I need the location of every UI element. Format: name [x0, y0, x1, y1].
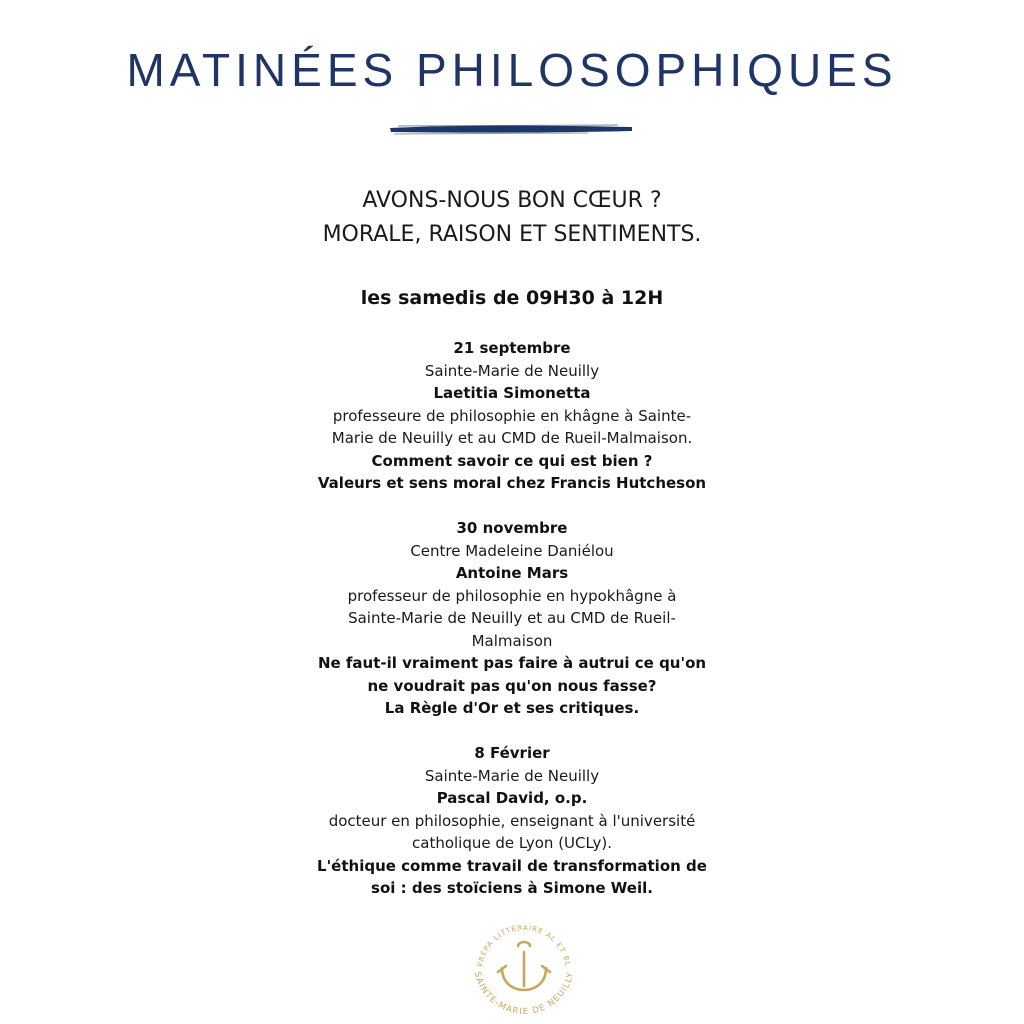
session-place: Sainte-Marie de Neuilly: [424, 766, 600, 785]
anchor-icon: [498, 942, 550, 990]
session-role: Marie de Neuilly et au CMD de Rueil-Malmaison.: [331, 429, 693, 447]
theme-heading: [0, 184, 1024, 252]
session-speaker: Pascal David, o.p.: [436, 789, 588, 807]
session-speaker: Antoine Mars: [455, 564, 569, 582]
session-role: professeure de philosophie en khâgne à Sainte-: [332, 406, 692, 425]
logo-top-text: PRÉPA LITTÉRAIRE AL ET BL: [476, 923, 572, 968]
page-title: MATINÉES PHILOSOPHIQUES: [126, 44, 898, 96]
session-item: [312, 337, 712, 495]
session-topic: L'éthique comme travail de transformation de: [317, 856, 707, 875]
session-topic: Comment savoir ce qui est bien ?: [371, 451, 653, 470]
session-topic: Ne faut-il vraiment pas faire à autrui ce qu'on: [317, 654, 707, 672]
session-topic: Valeurs et sens moral chez Francis Hutcheson: [317, 474, 707, 492]
theme-line-1: AVONS-NOUS BON CŒUR ?: [362, 188, 662, 213]
session-item: [312, 742, 712, 900]
session-topic: La Règle d'Or et ses critiques.: [384, 699, 640, 717]
session-role: Sainte-Marie de Neuilly et au CMD de Rueil-: [348, 609, 676, 627]
session-speaker: Laetitia Simonetta: [433, 384, 591, 402]
session-place: Sainte-Marie de Neuilly: [424, 361, 600, 380]
schedule-text: les samedis de 09H30 à 12H: [360, 287, 664, 309]
session-role: catholique de Lyon (UCLy).: [412, 834, 612, 852]
session-topic: soi : des stoïciens à Simone Weil.: [371, 879, 653, 897]
brush-stroke-divider: [388, 122, 634, 136]
session-place: Centre Madeleine Daniélou: [410, 541, 614, 560]
session-date: 8 Février: [474, 744, 550, 762]
session-topic: ne voudrait pas qu'on nous fasse?: [367, 676, 657, 695]
session-role: docteur en philosophie, enseignant à l'université: [328, 811, 696, 830]
session-role: Malmaison: [471, 631, 553, 650]
session-date: 30 novembre: [456, 519, 568, 537]
session-date: 21 septembre: [453, 339, 571, 357]
logo-bottom-text: SAINTE-MARIE DE NEUILLY: [471, 970, 577, 1018]
school-logo-emblem: [462, 912, 586, 1024]
session-role: professeur de philosophie en hypokhâgne à: [347, 586, 677, 605]
theme-line-2: MORALE, RAISON ET SENTIMENTS.: [322, 222, 702, 247]
sessions-list: [312, 337, 712, 900]
session-item: [312, 517, 712, 720]
